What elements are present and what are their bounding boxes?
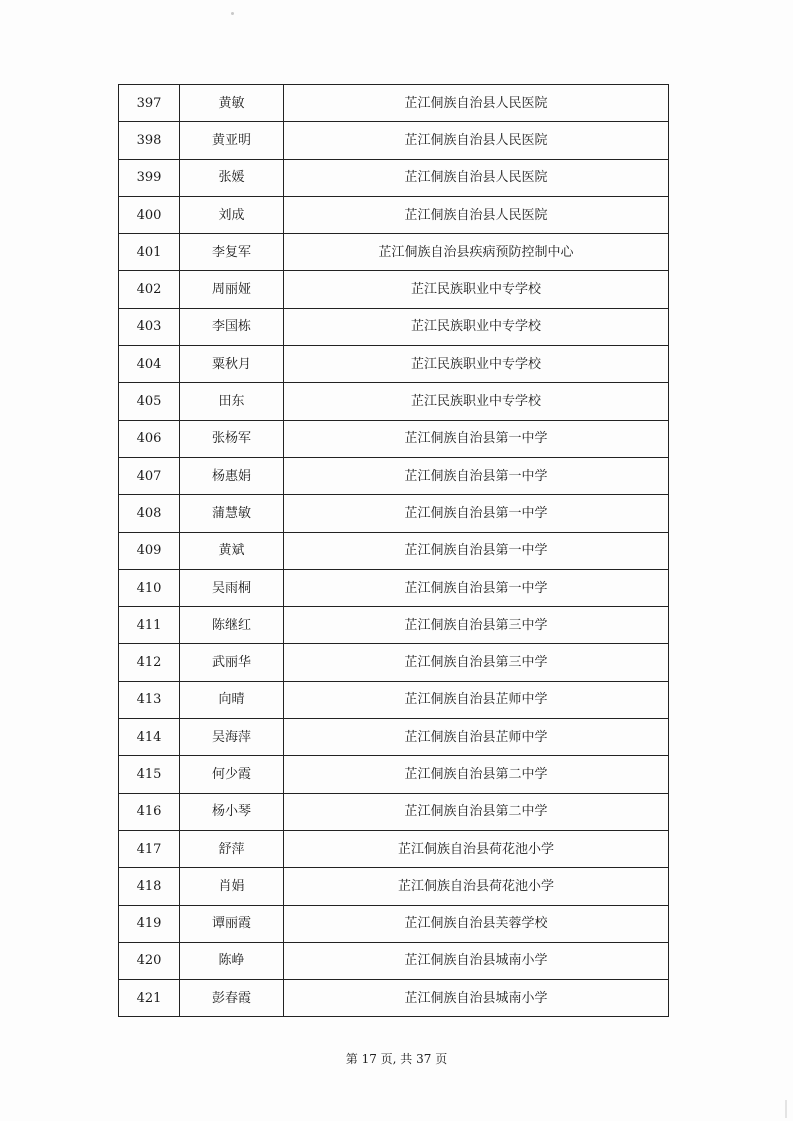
- table-row: [119, 532, 669, 569]
- table-row: [119, 85, 669, 122]
- organization-cell: 芷江侗族自治县第一中学: [284, 420, 669, 457]
- person-name-cell: 向晴: [180, 681, 284, 718]
- row-number-cell: 401: [119, 234, 180, 271]
- organization-cell: 芷江侗族自治县第一中学: [284, 457, 669, 494]
- roster-table: [118, 84, 669, 1017]
- row-number-cell: 406: [119, 420, 180, 457]
- row-number-cell: 403: [119, 308, 180, 345]
- person-name-cell: 黄亚明: [180, 122, 284, 159]
- table-row: [119, 569, 669, 606]
- person-name-cell: 武丽华: [180, 644, 284, 681]
- organization-cell: 芷江民族职业中专学校: [284, 308, 669, 345]
- table-row: [119, 271, 669, 308]
- row-number-cell: 414: [119, 719, 180, 756]
- table-row: [119, 196, 669, 233]
- person-name-cell: 舒萍: [180, 830, 284, 867]
- person-name-cell: 刘成: [180, 196, 284, 233]
- organization-cell: 芷江民族职业中专学校: [284, 383, 669, 420]
- person-name-cell: 肖娟: [180, 868, 284, 905]
- row-number-cell: 405: [119, 383, 180, 420]
- organization-cell: 芷江侗族自治县第二中学: [284, 793, 669, 830]
- row-number-cell: 413: [119, 681, 180, 718]
- row-number-cell: 402: [119, 271, 180, 308]
- organization-cell: 芷江侗族自治县第一中学: [284, 495, 669, 532]
- table-row: [119, 793, 669, 830]
- person-name-cell: 李国栋: [180, 308, 284, 345]
- person-name-cell: 蒲慧敏: [180, 495, 284, 532]
- organization-cell: 芷江侗族自治县第一中学: [284, 532, 669, 569]
- organization-cell: 芷江侗族自治县城南小学: [284, 980, 669, 1017]
- table-row: [119, 308, 669, 345]
- organization-cell: 芷江侗族自治县人民医院: [284, 122, 669, 159]
- person-name-cell: 吴海萍: [180, 719, 284, 756]
- person-name-cell: 黄斌: [180, 532, 284, 569]
- table-row: [119, 420, 669, 457]
- table-row: [119, 234, 669, 271]
- row-number-cell: 410: [119, 569, 180, 606]
- table-row: [119, 383, 669, 420]
- organization-cell: 芷江侗族自治县第一中学: [284, 569, 669, 606]
- roster-table-body: [119, 85, 669, 1017]
- table-row: [119, 681, 669, 718]
- person-name-cell: 杨惠娟: [180, 457, 284, 494]
- organization-cell: 芷江侗族自治县第三中学: [284, 644, 669, 681]
- person-name-cell: 张杨军: [180, 420, 284, 457]
- table-row: [119, 457, 669, 494]
- organization-cell: 芷江侗族自治县第三中学: [284, 607, 669, 644]
- person-name-cell: 彭春霞: [180, 980, 284, 1017]
- organization-cell: 芷江侗族自治县疾病预防控制中心: [284, 234, 669, 271]
- row-number-cell: 419: [119, 905, 180, 942]
- person-name-cell: 陈继红: [180, 607, 284, 644]
- table-row: [119, 607, 669, 644]
- person-name-cell: 田东: [180, 383, 284, 420]
- organization-cell: 芷江侗族自治县第二中学: [284, 756, 669, 793]
- row-number-cell: 409: [119, 532, 180, 569]
- row-number-cell: 399: [119, 159, 180, 196]
- organization-cell: 芷江侗族自治县芙蓉学校: [284, 905, 669, 942]
- organization-cell: 芷江侗族自治县人民医院: [284, 85, 669, 122]
- organization-cell: 芷江侗族自治县荷花池小学: [284, 868, 669, 905]
- table-row: [119, 346, 669, 383]
- organization-cell: 芷江民族职业中专学校: [284, 271, 669, 308]
- organization-cell: 芷江侗族自治县芷师中学: [284, 681, 669, 718]
- organization-cell: 芷江民族职业中专学校: [284, 346, 669, 383]
- organization-cell: 芷江侗族自治县荷花池小学: [284, 830, 669, 867]
- row-number-cell: 407: [119, 457, 180, 494]
- table-row: [119, 159, 669, 196]
- row-number-cell: 416: [119, 793, 180, 830]
- table-row: [119, 644, 669, 681]
- person-name-cell: 张媛: [180, 159, 284, 196]
- organization-cell: 芷江侗族自治县城南小学: [284, 942, 669, 979]
- person-name-cell: 李复军: [180, 234, 284, 271]
- table-row: [119, 719, 669, 756]
- person-name-cell: 粟秋月: [180, 346, 284, 383]
- person-name-cell: 陈峥: [180, 942, 284, 979]
- row-number-cell: 415: [119, 756, 180, 793]
- row-number-cell: 417: [119, 830, 180, 867]
- person-name-cell: 吴雨桐: [180, 569, 284, 606]
- person-name-cell: 谭丽霞: [180, 905, 284, 942]
- organization-cell: 芷江侗族自治县人民医院: [284, 196, 669, 233]
- person-name-cell: 何少霞: [180, 756, 284, 793]
- row-number-cell: 411: [119, 607, 180, 644]
- row-number-cell: 404: [119, 346, 180, 383]
- row-number-cell: 408: [119, 495, 180, 532]
- table-row: [119, 868, 669, 905]
- row-number-cell: 412: [119, 644, 180, 681]
- scan-speck: [231, 12, 234, 15]
- table-row: [119, 122, 669, 159]
- row-number-cell: 400: [119, 196, 180, 233]
- table-row: [119, 495, 669, 532]
- table-row: [119, 980, 669, 1017]
- table-row: [119, 756, 669, 793]
- row-number-cell: 421: [119, 980, 180, 1017]
- person-name-cell: 杨小琴: [180, 793, 284, 830]
- scan-edge-mark: [785, 1100, 787, 1118]
- organization-cell: 芷江侗族自治县芷师中学: [284, 719, 669, 756]
- organization-cell: 芷江侗族自治县人民医院: [284, 159, 669, 196]
- row-number-cell: 398: [119, 122, 180, 159]
- row-number-cell: 420: [119, 942, 180, 979]
- person-name-cell: 周丽娅: [180, 271, 284, 308]
- table-row: [119, 905, 669, 942]
- table-row: [119, 830, 669, 867]
- page-number-footer: 第 17 页, 共 37 页: [345, 1052, 448, 1066]
- row-number-cell: 418: [119, 868, 180, 905]
- person-name-cell: 黄敏: [180, 85, 284, 122]
- row-number-cell: 397: [119, 85, 180, 122]
- table-row: [119, 942, 669, 979]
